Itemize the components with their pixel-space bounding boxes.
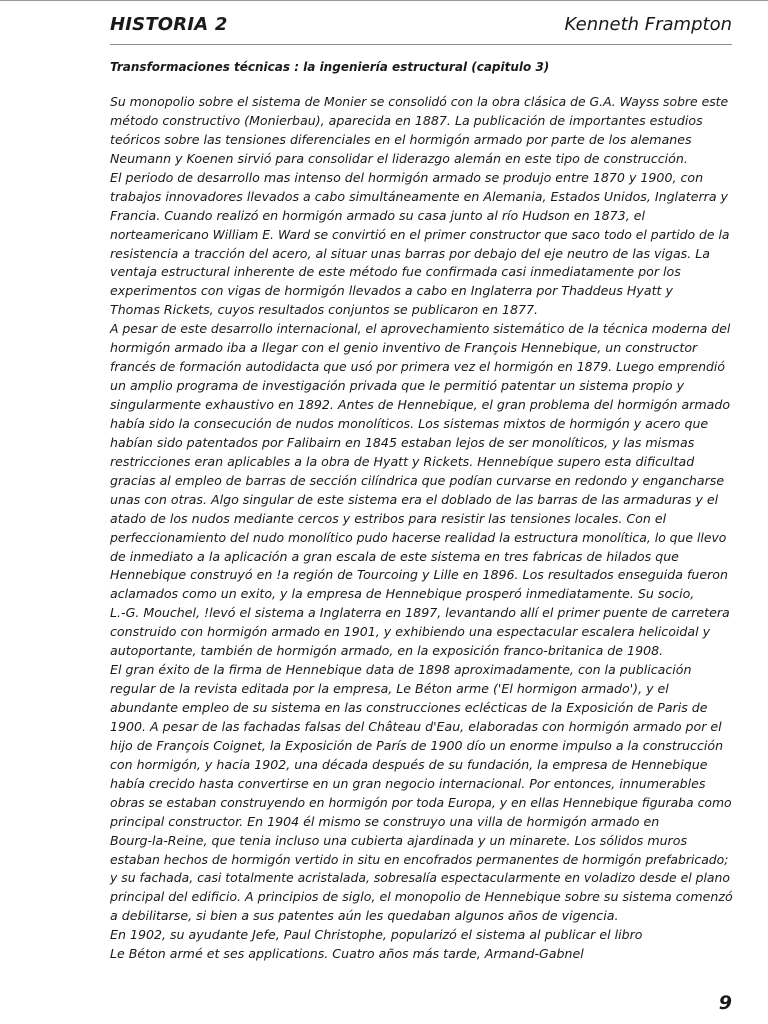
text-line: obras se estaban construyendo en hormigón por toda Europa, y en ellas Hennebique figuraba como bbox=[110, 794, 732, 810]
text-line: norteamericano William E. Ward se convirtió en el primer constructor que saco todo el partido de la bbox=[110, 226, 730, 242]
text-line: Francia. Cuando realizó en hormigón armado su casa junto al río Hudson en 1873, el bbox=[110, 207, 645, 223]
page-number: 9 bbox=[718, 992, 732, 1014]
author-name: Kenneth Frampton bbox=[564, 14, 732, 35]
text-line: A pesar de este desarrollo internacional, el aprovechamiento sistemático de la técnica moderna del bbox=[110, 321, 731, 337]
text-line: regular de la revista editada por la empresa, Le Béton arme ('El hormigon armado'), y el bbox=[110, 681, 669, 697]
text-line: perfeccionamiento del nudo monolítico pudo hacerse realidad la estructura monolítica, lo que llevo bbox=[110, 529, 727, 545]
top-rule bbox=[0, 0, 768, 1]
text-line: El gran éxito de la firma de Hennebique data de 1898 aproximadamente, con la publicación bbox=[110, 662, 692, 678]
text-line: trabajos innovadores llevados a cabo simultáneamente en Alemania, Estados Unidos, Inglaterra y bbox=[110, 188, 728, 204]
text-line: Le Béton armé et ses applications. Cuatro años más tarde, Armand-Gabnel bbox=[110, 946, 584, 962]
text-line: singularmente exhaustivo en 1892. Antes de Hennebique, el gran problema del hormigón armado bbox=[110, 397, 731, 412]
text-line: Hennebique construyó en !a región de Tourcoing y Lille en 1896. Los resultados enseguida fueron bbox=[110, 567, 728, 583]
text-line: habían sido patentados por Falibairn en 1845 estaban lejos de ser monolíticos, y las mismas bbox=[110, 434, 695, 450]
text-line: hormigón armado iba a llegar con el genio inventivo de François Hennebique, un constructor bbox=[110, 340, 698, 356]
text-line: experimentos con vigas de hormigón llevados a cabo en Inglaterra por Thaddeus Hyatt y bbox=[110, 283, 673, 299]
text-line: método constructivo (Monierbau), aparecida en 1887. La publicación de importantes estudios bbox=[110, 112, 703, 128]
text-line: Neumann y Koenen sirvió para consolidar el liderazgo alemán en este tipo de construcción. bbox=[110, 150, 688, 166]
text-line: resistencia a tracción del acero, al situar unas barras por debajo del eje neutro de las vigas. La bbox=[110, 245, 710, 261]
text-line: a debilitarse, si bien a sus patentes aún les quedaban algunos años de vigencia. bbox=[110, 908, 619, 924]
text-line: teóricos sobre las tensiones diferenciales en el hormigón armado por parte de los alemanes bbox=[110, 131, 692, 147]
text-line: construido con hormigón armado en 1901, y exhibiendo una espectacular escalera helicoidal y bbox=[110, 624, 711, 640]
text-line: atado de los nudos mediante cercos y estribos para resistir las tensiones locales. Con el bbox=[110, 510, 667, 526]
course-title: HISTORIA 2 bbox=[110, 14, 228, 35]
text-line: unas con otras. Algo singular de este sistema era el doblado de las barras de las armaduras y el bbox=[110, 491, 719, 507]
text-line: con hormigón, y hacia 1902, una década después de su fundación, la empresa de Hennebique bbox=[110, 756, 708, 772]
text-line: autoportante, también de hormigón armado, en la exposición franco-britanica de 1908. bbox=[110, 643, 664, 659]
text-line: abundante empleo de su sistema en las construcciones eclécticas de la Exposición de Paris de bbox=[110, 700, 708, 715]
text-line: un amplio programa de investigación privada que le permitió patentar un sistema propio y bbox=[110, 378, 685, 394]
text-line: y su fachada, casi totalmente acristalada, sobresalía espectacularmente en voladizo desde el plano bbox=[110, 870, 730, 886]
text-line: aclamados como un exito, y la empresa de Hennebique prosperó inmediatamente. Su socio, bbox=[110, 586, 695, 602]
text-line: francés de formación autodidacta que usó por primera vez el hormigón en 1879. Luego emprendió bbox=[110, 359, 725, 375]
text-line: hijo de François Coignet, la Exposición de París de 1900 dío un enorme impulso a la construcción bbox=[110, 737, 724, 753]
text-line: había sido la consecución de nudos monolíticos. Los sistemas mixtos de hormigón y acero que bbox=[110, 415, 709, 431]
body-text bbox=[110, 93, 734, 964]
text-line: principal del edificio. A principios de siglo, el monopolio de Hennebique sobre su sistema comenzó bbox=[110, 889, 733, 905]
text-line: ventaja estructural inherente de este método fue confirmada casi inmediatamente por los bbox=[110, 264, 681, 280]
text-line: había crecido hasta convertirse en un gran negocio internacional. Por entonces, innumerables bbox=[110, 775, 706, 791]
text-line: Bourg-la-Reine, que tenia incluso una cubierta ajardinada y un minarete. Los sólidos muros bbox=[110, 832, 688, 848]
text-line: El periodo de desarrollo mas intenso del hormigón armado se produjo entre 1870 y 1900, con bbox=[110, 169, 704, 185]
text-line: 1900. A pesar de las fachadas falsas del Château d'Eau, elaboradas con hormigón armado por el bbox=[110, 718, 722, 734]
text-line: Thomas Rickets, cuyos resultados conjuntos se publicaron en 1877. bbox=[110, 302, 539, 318]
text-line: En 1902, su ayudante Jefe, Paul Christophe, popularizó el sistema al publicar el libro bbox=[110, 927, 643, 943]
text-line: restricciones eran aplicables a la obra de Hyatt y Rickets. Hennebíque supero esta dificultad bbox=[110, 453, 695, 469]
text-line: de inmediato a la aplicación a gran escala de este sistema en tres fabricas de hilados que bbox=[110, 548, 679, 564]
text-line: Su monopolio sobre el sistema de Monier se consolidó con la obra clásica de G.A. Wayss sobre este bbox=[110, 94, 729, 109]
text-line: L.-G. Mouchel, !levó el sistema a Inglaterra en 1897, levantando allí el primer puente de carretera bbox=[110, 605, 730, 621]
section-title: Transformaciones técnicas : la ingeniería estructural (capitulo 3) bbox=[110, 60, 550, 74]
page-header bbox=[110, 14, 732, 45]
text-line: principal constructor. En 1904 él mismo se construyo una villa de hormigón armado en bbox=[110, 813, 660, 829]
text-line: gracias al empleo de barras de sección cilíndrica que podían curvarse en redondo y engancharse bbox=[110, 472, 725, 488]
text-line: estaban hechos de hormigón vertido in situ en encofrados permanentes de hormigón prefabricado; bbox=[110, 851, 729, 867]
